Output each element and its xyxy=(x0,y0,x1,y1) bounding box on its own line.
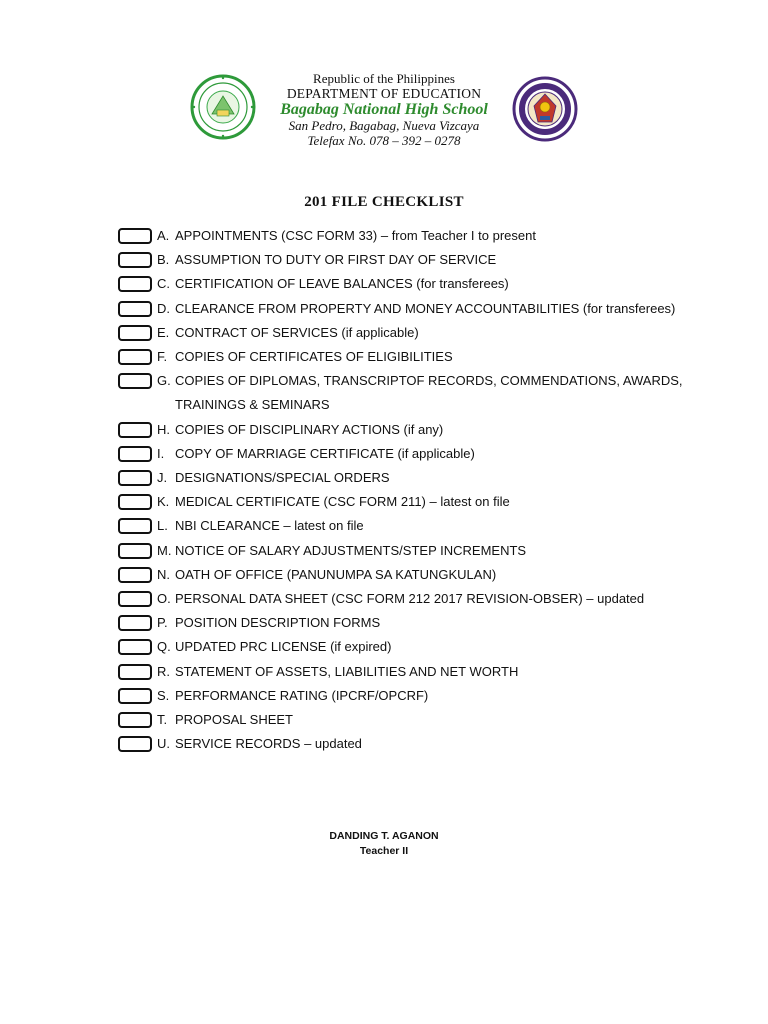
checklist-item xyxy=(118,297,718,321)
item-letter: B. xyxy=(157,252,170,268)
item-letter: A. xyxy=(157,228,170,243)
checklist-item xyxy=(118,224,718,248)
checklist-item xyxy=(118,563,718,587)
checkbox[interactable] xyxy=(118,470,152,486)
item-letter: M. xyxy=(157,542,172,558)
checkbox[interactable] xyxy=(118,301,152,317)
checkbox[interactable] xyxy=(118,373,152,389)
checklist-item xyxy=(118,345,718,369)
item-text: DESIGNATIONS/SPECIAL ORDERS xyxy=(175,470,390,486)
checkbox[interactable] xyxy=(118,639,152,655)
checkbox[interactable] xyxy=(118,518,152,534)
item-text: CLEARANCE FROM PROPERTY AND MONEY ACCOUNTABILITIES (for transferees) xyxy=(175,300,676,316)
checkbox[interactable] xyxy=(118,712,152,728)
school-address: San Pedro, Bagabag, Nueva Vizcaya xyxy=(288,118,480,133)
item-letter: C. xyxy=(157,276,170,292)
item-text: PROPOSAL SHEET xyxy=(175,712,293,728)
item-text: MEDICAL CERTIFICATE (CSC FORM 211) – latest on file xyxy=(175,494,510,510)
item-text: COPIES OF DISCIPLINARY ACTIONS (if any) xyxy=(175,421,444,437)
school-name: Bagabag National High School xyxy=(280,101,488,118)
letterhead xyxy=(0,68,768,158)
item-letter: Q. xyxy=(157,639,171,655)
school-seal-icon xyxy=(190,74,256,140)
checklist xyxy=(118,224,718,756)
checklist-item xyxy=(118,272,718,296)
item-letter: R. xyxy=(157,663,170,679)
item-text: CERTIFICATION OF LEAVE BALANCES (for transferees) xyxy=(175,276,509,292)
item-letter: H. xyxy=(157,421,170,437)
item-text: ASSUMPTION TO DUTY OR FIRST DAY OF SERVICE xyxy=(175,252,497,268)
item-letter: J. xyxy=(157,470,168,486)
item-letter: K. xyxy=(157,494,170,510)
item-text: OATH OF OFFICE (PANUNUMPA SA KATUNGKULAN) xyxy=(175,566,497,582)
checklist-item xyxy=(118,684,718,708)
department-line: DEPARTMENT OF EDUCATION xyxy=(286,86,482,101)
checkbox[interactable] xyxy=(118,567,152,583)
item-letter: I. xyxy=(157,445,165,461)
item-letter: T. xyxy=(157,712,168,728)
item-letter: P. xyxy=(157,615,168,631)
letterhead-text xyxy=(250,71,518,148)
checkbox[interactable] xyxy=(118,688,152,704)
item-text: NOTICE OF SALARY ADJUSTMENTS/STEP INCREMENTS xyxy=(175,542,527,558)
item-letter: L. xyxy=(157,518,168,534)
checklist-item xyxy=(118,418,718,442)
item-letter: D. xyxy=(157,300,170,316)
checklist-item xyxy=(118,248,718,272)
item-letter: U. xyxy=(157,736,170,752)
school-telefax: Telefax No. 078 – 392 – 0278 xyxy=(307,133,461,148)
item-text: PERSONAL DATA SHEET (CSC FORM 212 2017 REVISION-OBSER) – updated xyxy=(175,591,645,607)
checklist-item xyxy=(118,466,718,490)
item-letter: N. xyxy=(157,566,170,582)
item-letter: O. xyxy=(157,591,171,607)
checklist-item xyxy=(118,708,718,732)
item-text: COPY OF MARRIAGE CERTIFICATE (if applicable) xyxy=(175,445,475,461)
page-title: 201 FILE CHECKLIST xyxy=(304,194,464,210)
item-text: APPOINTMENTS (CSC FORM 33) – from Teacher I to present xyxy=(175,228,536,243)
signature-block xyxy=(0,829,768,859)
checkbox[interactable] xyxy=(118,252,152,268)
checklist-item xyxy=(118,732,718,756)
item-text: PERFORMANCE RATING (IPCRF/OPCRF) xyxy=(175,687,429,703)
checkbox[interactable] xyxy=(118,615,152,631)
checklist-item xyxy=(118,442,718,466)
item-text: COPIES OF DIPLOMAS, TRANSCRIPTOF RECORDS, COMMENDATIONS, AWARDS, TRAININGS & SEMINARS xyxy=(175,373,683,413)
checklist-item xyxy=(118,539,718,563)
checklist-item xyxy=(118,587,718,611)
deped-seal-icon xyxy=(512,76,578,142)
item-letter: G. xyxy=(157,373,171,389)
checkbox[interactable] xyxy=(118,664,152,680)
checkbox[interactable] xyxy=(118,591,152,607)
item-text: STATEMENT OF ASSETS, LIABILITIES AND NET WORTH xyxy=(175,663,519,679)
item-letter: F. xyxy=(157,349,168,365)
item-text: COPIES OF CERTIFICATES OF ELIGIBILITIES xyxy=(175,349,453,365)
checkbox[interactable] xyxy=(118,422,152,438)
checkbox[interactable] xyxy=(118,736,152,752)
checkbox[interactable] xyxy=(118,543,152,559)
checklist-item xyxy=(118,321,718,345)
checkbox[interactable] xyxy=(118,325,152,341)
item-text: UPDATED PRC LICENSE (if expired) xyxy=(175,639,392,655)
checklist-item xyxy=(118,490,718,514)
checklist-item xyxy=(118,369,718,417)
checklist-item xyxy=(118,514,718,538)
republic-line: Republic of the Philippines xyxy=(313,71,455,86)
signatory-name: DANDING T. AGANON xyxy=(329,830,439,842)
checkbox[interactable] xyxy=(118,349,152,365)
item-letter: S. xyxy=(157,687,170,703)
checkbox[interactable] xyxy=(118,446,152,462)
item-text: NBI CLEARANCE – latest on file xyxy=(175,518,364,534)
item-text: POSITION DESCRIPTION FORMS xyxy=(175,615,381,631)
checkbox[interactable] xyxy=(118,228,152,244)
signatory-position: Teacher II xyxy=(359,845,409,857)
item-text: CONTRACT OF SERVICES (if applicable) xyxy=(175,324,419,340)
checklist-item xyxy=(118,635,718,659)
checkbox[interactable] xyxy=(118,276,152,292)
item-letter: E. xyxy=(157,324,170,340)
checklist-item xyxy=(118,611,718,635)
checkbox[interactable] xyxy=(118,494,152,510)
item-text: SERVICE RECORDS – updated xyxy=(175,736,362,752)
checklist-item xyxy=(118,660,718,684)
